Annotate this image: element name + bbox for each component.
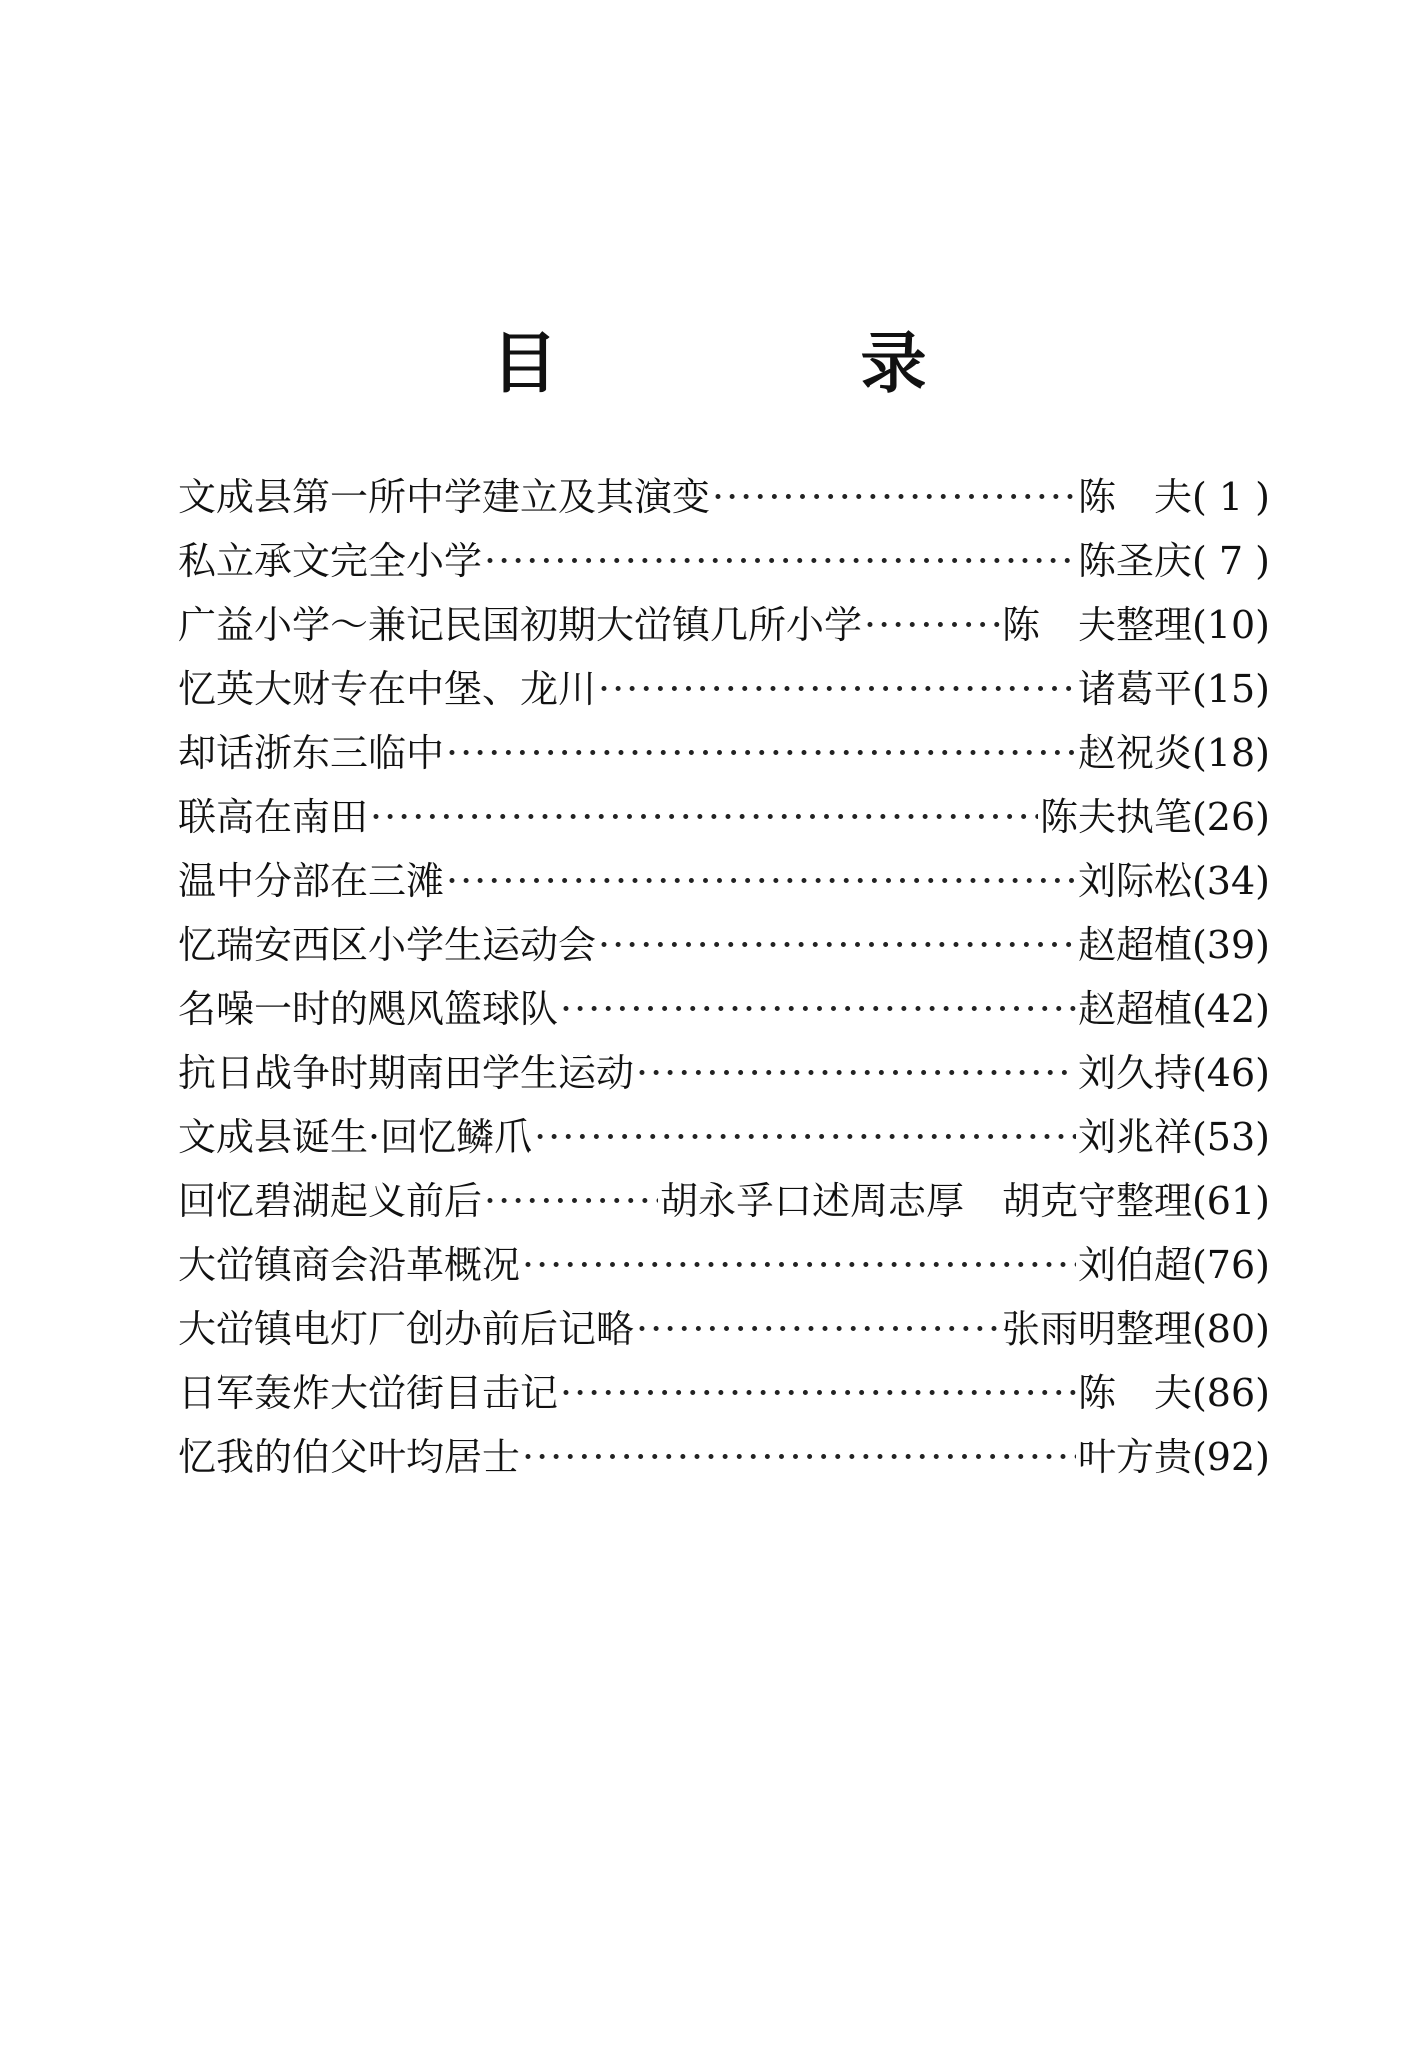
toc-entry-title: 联高在南田 [178, 795, 369, 839]
toc-entry-page: ( 7 ) [1192, 539, 1270, 583]
toc-entry [178, 850, 1270, 914]
toc-entry [178, 1042, 1270, 1106]
toc-entry-author: 陈圣庆 [1077, 539, 1192, 583]
toc-entry-page: (80) [1191, 1307, 1270, 1351]
toc-entry-author: 陈 夫 [1077, 475, 1192, 519]
toc-entry-page: (61) [1191, 1179, 1270, 1223]
toc-entry-page: (46) [1191, 1051, 1270, 1095]
toc-entry-author: 陈夫执笔 [1039, 795, 1192, 839]
dot-leader [712, 475, 1076, 519]
toc-entry [178, 594, 1270, 658]
dot-leader [446, 731, 1076, 775]
table-of-contents [178, 466, 1270, 1490]
toc-entry-author: 诸葛平 [1077, 667, 1192, 711]
toc-entry-author: 赵祝炎 [1077, 731, 1192, 775]
toc-entry-author: 张雨明整理 [1001, 1307, 1192, 1351]
toc-entry-author: 刘久持 [1077, 1051, 1192, 1095]
dot-leader [484, 539, 1076, 583]
dot-leader [370, 795, 1038, 839]
dot-leader [522, 1435, 1076, 1479]
dot-leader [598, 667, 1076, 711]
dot-leader [598, 923, 1076, 967]
toc-entry-title: 忆瑞安西区小学生运动会 [178, 923, 597, 967]
toc-entry-page: (39) [1191, 923, 1270, 967]
toc-entry-title: 私立承文完全小学 [178, 539, 483, 583]
toc-entry-page: (76) [1191, 1243, 1270, 1287]
dot-leader [534, 1115, 1076, 1159]
toc-entry [178, 1298, 1270, 1362]
toc-entry [178, 1234, 1270, 1298]
toc-entry [178, 466, 1270, 530]
toc-entry-page: (10) [1191, 603, 1270, 647]
toc-entry [178, 1426, 1270, 1490]
toc-entry-title: 文成县第一所中学建立及其演变 [178, 475, 711, 519]
toc-entry-author: 刘兆祥 [1077, 1115, 1192, 1159]
dot-leader [522, 1243, 1076, 1287]
toc-entry-page: (18) [1191, 731, 1270, 775]
toc-entry-title: 日军轰炸大峃街目击记 [178, 1371, 559, 1415]
toc-entry-title: 文成县诞生·回忆鳞爪 [178, 1115, 533, 1159]
toc-entry [178, 786, 1270, 850]
dot-leader [864, 603, 1000, 647]
toc-entry-author: 刘伯超 [1077, 1243, 1192, 1287]
toc-entry-title: 忆我的伯父叶均居士 [178, 1435, 521, 1479]
toc-entry [178, 658, 1270, 722]
toc-entry-page: (86) [1191, 1371, 1270, 1415]
toc-entry-title: 大峃镇商会沿革概况 [178, 1243, 521, 1287]
toc-entry-title: 广益小学～兼记民国初期大峃镇几所小学 [178, 603, 863, 647]
toc-entry-author: 赵超植 [1077, 923, 1192, 967]
toc-entry [178, 1106, 1270, 1170]
toc-entry-page: (42) [1191, 987, 1270, 1031]
toc-entry-title: 却话浙东三临中 [178, 731, 445, 775]
toc-entry-page: (15) [1191, 667, 1270, 711]
toc-entry-page: (34) [1191, 859, 1270, 903]
toc-entry [178, 914, 1270, 978]
dot-leader [560, 1371, 1076, 1415]
toc-entry-author: 赵超植 [1077, 987, 1192, 1031]
toc-entry-author: 陈 夫 [1077, 1371, 1192, 1415]
dot-leader [446, 859, 1076, 903]
toc-entry-title: 忆英大财专在中堡、龙川 [178, 667, 597, 711]
toc-entry [178, 1362, 1270, 1426]
dot-leader [636, 1307, 1000, 1351]
dot-leader [636, 1051, 1076, 1095]
toc-entry-title: 大峃镇电灯厂创办前后记略 [178, 1307, 635, 1351]
toc-entry-page: (92) [1191, 1435, 1270, 1479]
toc-entry [178, 530, 1270, 594]
toc-entry-page: ( 1 ) [1192, 475, 1270, 519]
toc-entry-author: 叶方贵 [1077, 1435, 1192, 1479]
toc-entry-author: 陈 夫整理 [1001, 603, 1192, 647]
toc-entry-title: 回忆碧湖起义前后 [178, 1179, 483, 1223]
toc-entry [178, 722, 1270, 786]
toc-entry-title: 名噪一时的飓风篮球队 [178, 987, 559, 1031]
toc-entry-page: (26) [1191, 795, 1270, 839]
toc-entry-author: 刘际松 [1077, 859, 1192, 903]
dot-leader [484, 1179, 658, 1223]
toc-entry [178, 1170, 1270, 1234]
toc-entry-page: (53) [1191, 1115, 1270, 1159]
toc-entry [178, 978, 1270, 1042]
toc-entry-title: 温中分部在三滩 [178, 859, 445, 903]
toc-entry-title: 抗日战争时期南田学生运动 [178, 1051, 635, 1095]
page-title: 目 录 [491, 324, 1067, 402]
toc-entry-author: 胡永孚口述周志厚 胡克守整理 [659, 1179, 1192, 1223]
dot-leader [560, 987, 1076, 1031]
